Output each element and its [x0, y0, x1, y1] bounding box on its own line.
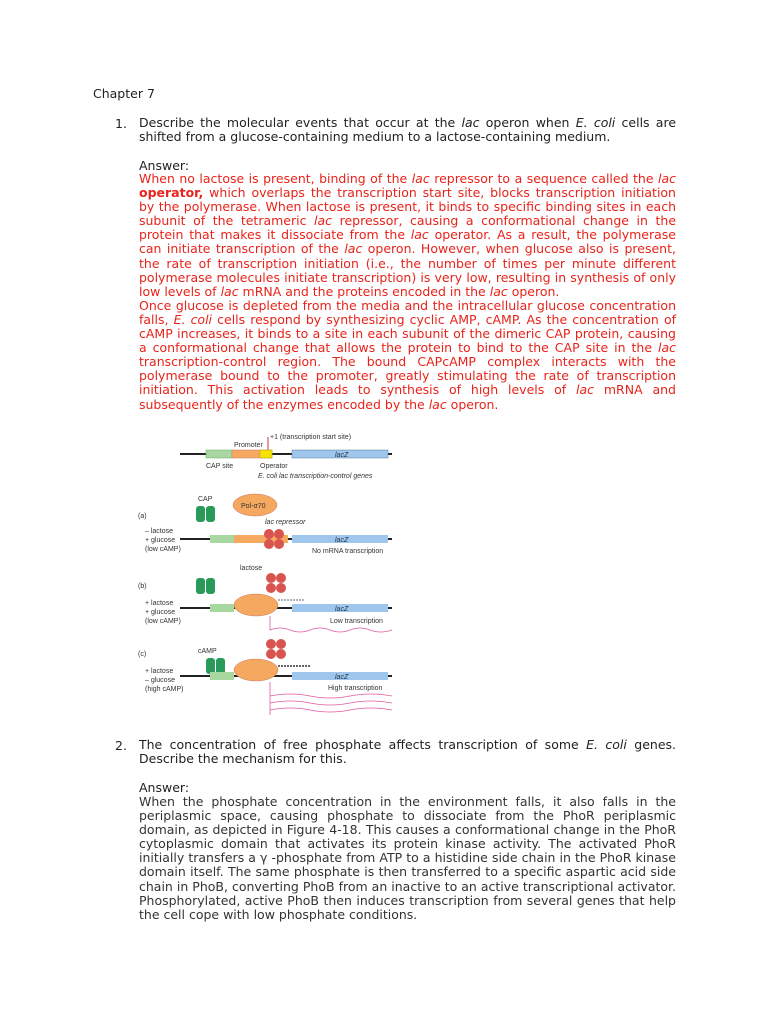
question-1-text: Describe the molecular events that occur at the lac operon when E. coli cells are shifted from a glucose-containing medium to a lactose-containing medium.: [139, 115, 677, 144]
cap-site-box: [206, 450, 232, 458]
repressor-a-1: [264, 529, 274, 539]
answer-1-label: Answer:: [139, 158, 190, 173]
cap-site-b: [210, 604, 234, 612]
panel-c-label: (c): [138, 651, 147, 658]
repressor-c-2: [276, 639, 286, 649]
lacz-label: lacZ: [335, 452, 349, 459]
no-mrna-label: No mRNA transcription: [312, 548, 384, 555]
panel-a-cond-3: (low cAMP): [145, 546, 181, 553]
question-2-text: The concentration of free phosphate affects transcription of some E. coli genes. Describe the mechanism for this.: [139, 737, 677, 766]
cap-protein-c-2: [216, 658, 225, 674]
panel-b-cond-1: + lactose: [145, 600, 174, 607]
cap-protein-b-2: [206, 578, 215, 594]
answer-1-paragraph-1: When no lactose is present, binding of the lac repressor to a sequence called the lac operator, which overlaps the transcription start site, blocks transcription initiation by the polymerase. When lactose is present, it binds to specific binding sites in each subunit of the tetrameric lac repressor, causing a conformational change in the protein that makes it dissociate from the lac operator. As a result, the polymerase can initiate transcription of the lac operon. However, when glucose also is present, the rate of transcription initiation (i.e., the number of times per minute different polymerase molecules initiate transcription) is very low, resulting in synthesis of only low levels of lac mRNA and the proteins encoded in the lac operon.: [139, 171, 677, 299]
repressor-a-4: [274, 539, 284, 549]
panel-c-cond-1: + lactose: [145, 668, 174, 675]
panel-b-cond-3: (low cAMP): [145, 618, 181, 625]
panel-c-cond-2: – glucose: [145, 677, 175, 684]
start-site-label: +1 (transcription start site): [270, 434, 352, 441]
high-tx-label: High transcription: [328, 685, 383, 692]
answer-2-text: When the phosphate concentration in the environment falls, it also falls in the periplasmic space, causing phosphate to dissociate from the PhoR periplasmic domain, as depicted in Figure 4-18. This causes a conformational change in the PhoR cytoplasmic domain that activates its protein kinase activity. The activated PhoR initially transfers a γ -phosphate from ATP to a histidine side chain in the PhoR kinase domain itself. The same phosphate is then transferred to a specific aspartic acid side chain in PhoB, converting PhoB from an inactive to an active transcriptional activator. Phosphorylated, active PhoB then induces transcription from several genes that help the cell cope with low phosphate conditions.: [139, 794, 676, 922]
lacz-b-label: lacZ: [335, 606, 349, 613]
cap-site-c: [210, 672, 234, 680]
answer-1-body: [139, 172, 676, 412]
lactose-label: lactose: [240, 565, 263, 572]
answer-1-paragraph-2: Once glucose is depleted from the media and the intracellular glucose concentration falls, E. coli cells respond by synthesizing cyclic AMP, cAMP. As the concentration of cAMP increases, it binds to a site in each subunit of the dimeric CAP protein, causing a conformational change that allows the protein to bind to the CAP site in the lac transcription-control region. The bound CAPcAMP complex interacts with the polymerase bound to the promoter, greatly stimulating the rate of transcription initiation. This activation leads to synthesis of high levels of lac mRNA and subsequently of the enzymes encoded by the lac operon.: [139, 297, 676, 412]
answer-2-label: Answer:: [139, 780, 190, 795]
cap-protein-a-1: [196, 506, 205, 522]
panel-a-cond-1: – lactose: [145, 528, 174, 535]
lac-repressor-label: lac repressor: [265, 519, 306, 526]
repressor-a-3: [264, 539, 274, 549]
polymerase-b: [234, 594, 278, 616]
cap-label: CAP: [198, 496, 213, 503]
panel-a-label: (a): [138, 513, 147, 520]
polymerase-label: Pol-σ70: [241, 503, 266, 510]
panel-a-cond-2: + glucose: [145, 537, 176, 544]
promoter-label: Promoter: [234, 442, 263, 449]
repressor-b-3: [266, 583, 276, 593]
operator-label: Operator: [260, 463, 288, 470]
cap-site-a: [210, 535, 234, 543]
cap-protein-c-1: [206, 658, 215, 674]
question-1-number: 1.: [115, 116, 127, 131]
figure-caption: E. coli lac transcription-control genes: [258, 473, 373, 480]
lac-operon-figure: [130, 430, 410, 720]
repressor-b-1: [266, 573, 276, 583]
panel-b-label: (b): [138, 583, 147, 590]
question-2-number: 2.: [115, 738, 127, 753]
panel-b-cond-2: + glucose: [145, 609, 176, 616]
operator-box: [260, 450, 272, 458]
repressor-c-4: [276, 649, 286, 659]
low-tx-label: Low transcription: [330, 618, 383, 625]
panel-c-cond-3: (high cAMP): [145, 686, 184, 693]
cap-protein-b-1: [196, 578, 205, 594]
lacz-a-label: lacZ: [335, 537, 349, 544]
lacz-c-label: lacZ: [335, 674, 349, 681]
chapter-title: Chapter 7: [93, 86, 155, 101]
repressor-c-1: [266, 639, 276, 649]
cap-protein-a-2: [206, 506, 215, 522]
repressor-a-2: [274, 529, 284, 539]
repressor-c-3: [266, 649, 276, 659]
cap-site-label: CAP site: [206, 463, 234, 470]
repressor-b-2: [276, 573, 286, 583]
camp-label: cAMP: [198, 648, 217, 655]
polymerase-c: [234, 659, 278, 681]
repressor-b-4: [276, 583, 286, 593]
